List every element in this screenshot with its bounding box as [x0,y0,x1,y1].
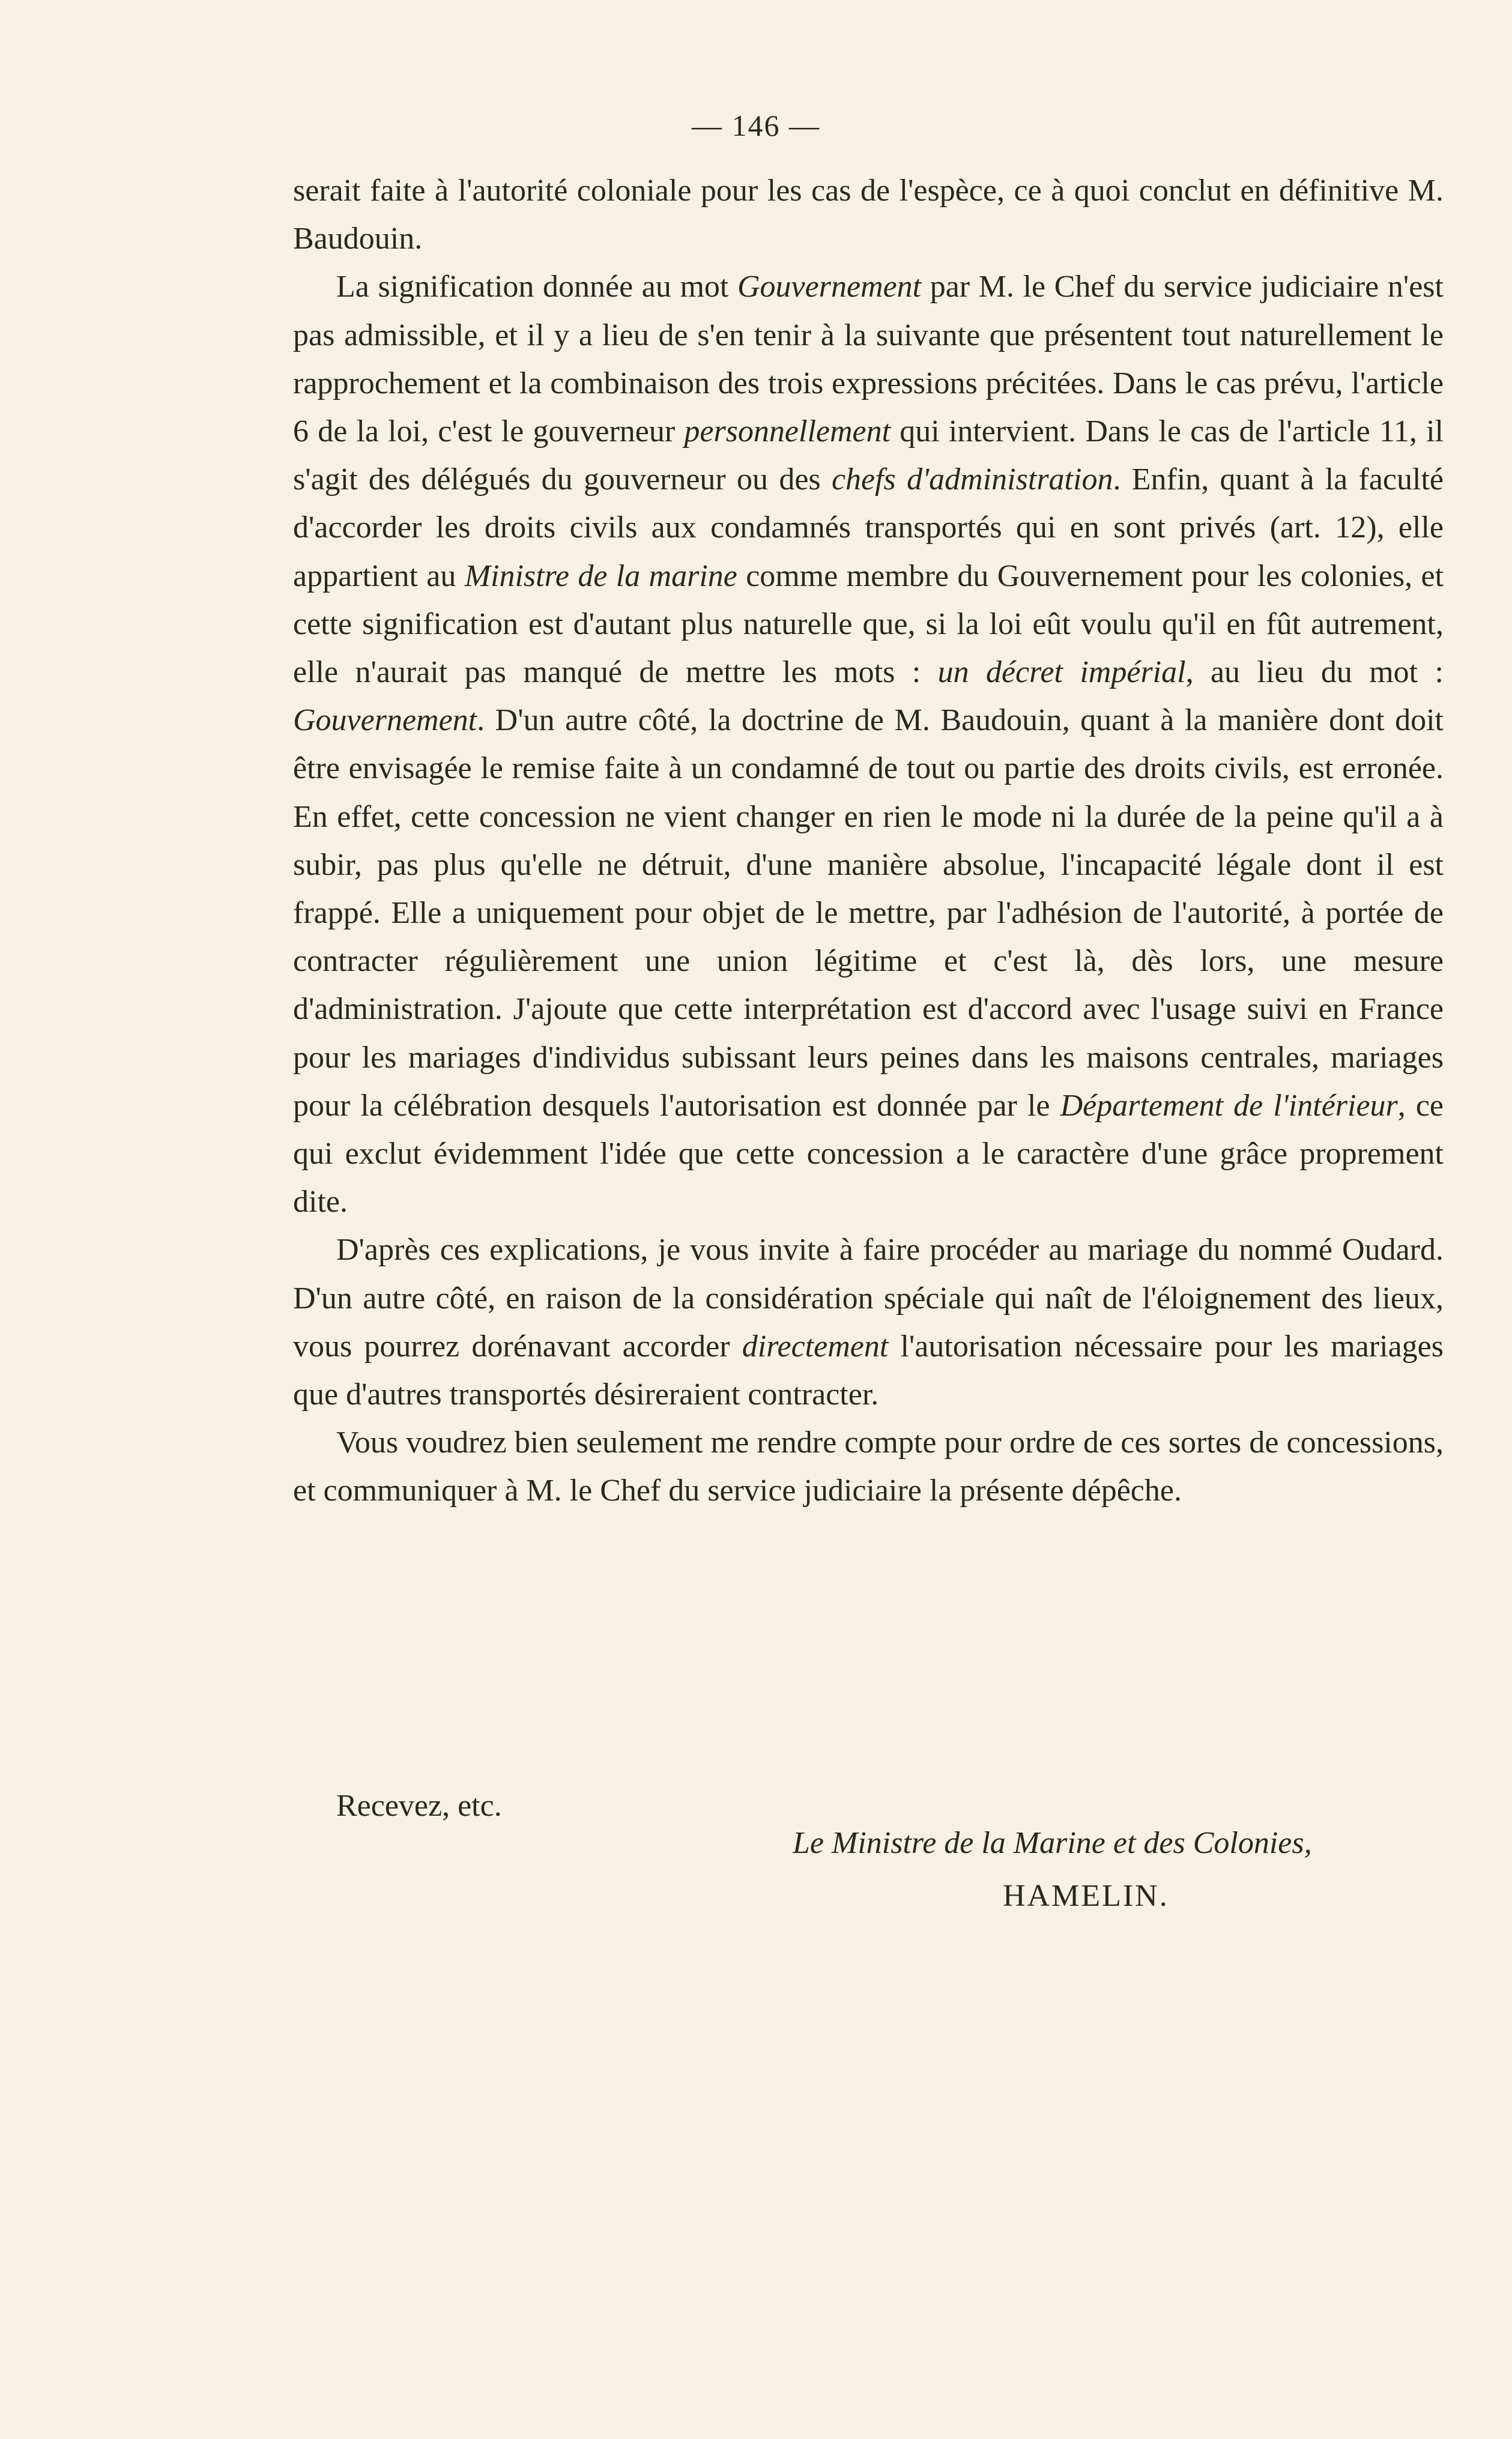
text-segment: qui intervient. Dans le cas de l'article 11, il s'agit des délégués du gouverneur ou des [293,414,1444,497]
signature-name: HAMELIN. [1003,1879,1169,1913]
italic-term: Département de l'intérieur [1060,1088,1398,1123]
paragraph [293,1226,1444,1419]
paragraph [293,1419,1444,1515]
italic-term: un décret impérial [937,655,1186,690]
text-segment: D'après ces explications, je vous invite à faire procéder au mariage du nommé Oudard. D'un autre côté, en raison de la considération spéciale qui naît de l'éloignement des lieux, vous pourrez dorénavant accorder [293,1233,1444,1364]
text-segment: . D'un autre côté, la doctrine de M. Baudouin, quant à la manière dont doit être envisagée le remise faite à un condamné de tout ou partie des droits civils, est erronée. En effet, cette concession ne vient changer en rien le mode ni la durée de la peine qu'il a à subir, pas plus qu'elle ne détruit, d'une manière absolue, l'incapacité légale dont il est frappé. Elle a uniquement pour objet de le mettre, par l'adhésion de l'autorité, à portée de contracter régulièrement une union légitime et c'est là, dès lors, une mesure d'administration. J'ajoute que cette interprétation est d'accord avec l'usage suivi en France pour les mariages d'individus subissant leurs peines dans les maisons centrales, mariages pour la célébration desquels l'autorisation est donnée par le [293,703,1444,1123]
italic-term: personnellement [684,414,891,449]
italic-term: Ministre de la marine [464,558,737,593]
text-segment: par M. le Chef du service judiciaire n'est pas admissible, et il y a lieu de s'en tenir à la suivante que présentent tout naturellement le rapprochement et la combinaison des trois expressions précitées. Dans le cas prévu, l'article 6 de la loi, c'est le gouverneur [293,270,1444,449]
text-segment: , ce qui exclut évidemment l'idée que cette concession a le caractère d'une grâce proprement dite. [293,1088,1444,1220]
text-segment: l'autorisation nécessaire pour les mariages que d'autres transportés désireraient contracter. [293,1329,1444,1412]
paragraph [293,263,1444,1226]
closing-formula: Recevez, etc. [336,1789,502,1823]
italic-term: chefs d'administration [831,462,1113,497]
text-segment: serait faite à l'autorité coloniale pour les cas de l'espèce, ce à quoi conclut en définitive M. Baudouin. [293,174,1444,256]
italic-term: directement [742,1329,889,1364]
italic-term: Gouvernement [737,270,922,304]
text-segment: La signification donnée au mot [336,270,737,304]
italic-term: Gouvernement [293,703,477,738]
signature-title: Le Ministre de la Marine et des Colonies, [793,1826,1312,1860]
text-segment: , au lieu du mot : [1185,655,1444,690]
text-segment: comme membre du Gouvernement pour les colonies, et cette signification est d'autant plus naturelle que, si la loi eût voulu qu'il en fût autrement, elle n'aurait pas manqué de mettre les mots : [293,558,1444,690]
text-segment: Vous voudrez bien seulement me rendre compte pour ordre de ces sortes de concessions, et communiquer à M. le Chef du service judiciaire la présente dépêche. [293,1425,1444,1508]
page-number: — 146 — [692,109,820,142]
text-segment: . Enfin, quant à la faculté d'accorder les droits civils aux condamnés transportés qui en sont privés (art. 12), elle appartient au [293,462,1444,593]
paragraph [293,167,1444,263]
body-text [293,167,1444,1516]
